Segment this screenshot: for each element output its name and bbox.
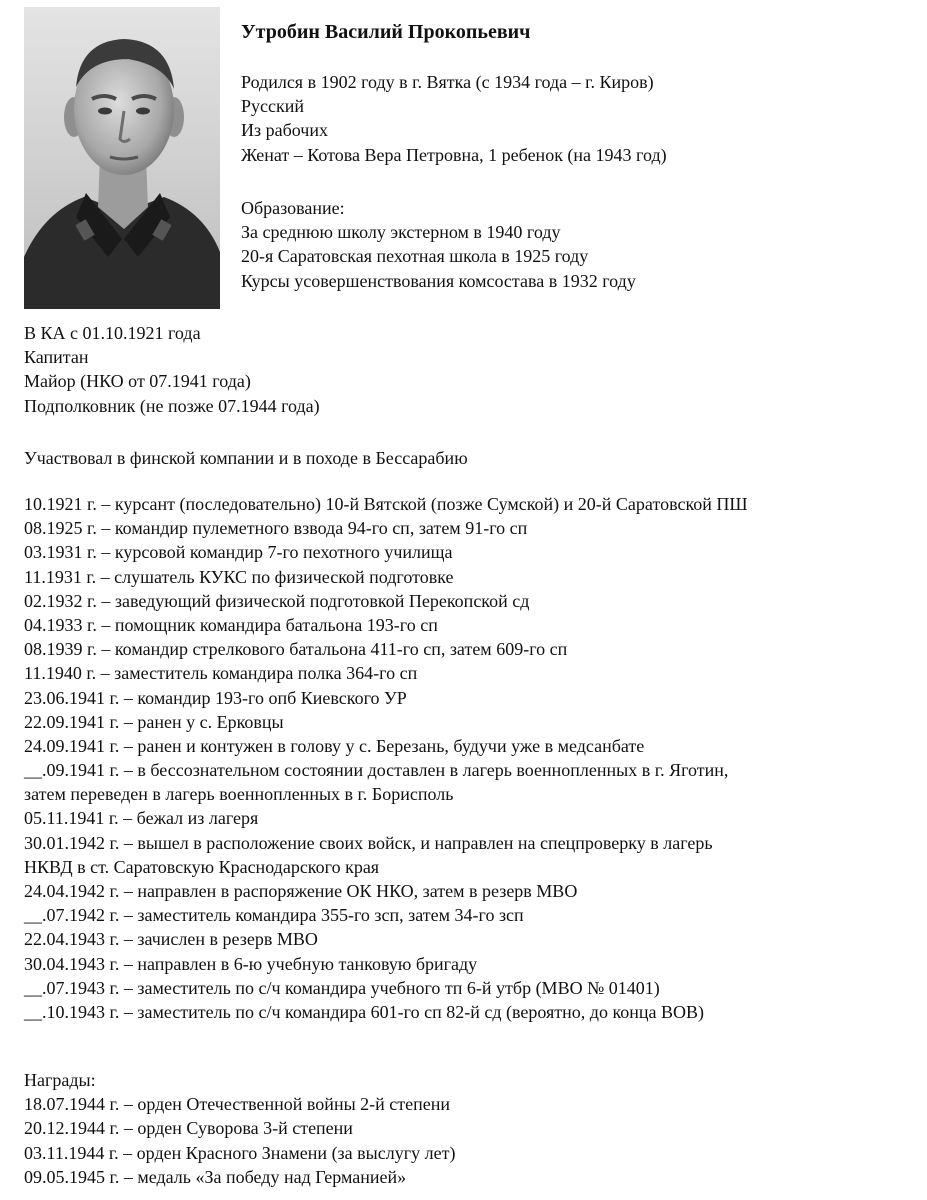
career-entry: 24.09.1941 г. – ранен и контужен в голову у с. Березань, будучи уже в медсанбате [24,735,645,756]
career-entry: 22.04.1943 г. – зачислен в резерв МВО [24,929,318,950]
portrait-photo [24,7,220,309]
education-item: 20-я Саратовская пехотная школа в 1925 году [241,246,589,267]
award-entry: 20.12.1944 г. – орден Суворова 3-й степени [24,1118,353,1139]
rank-line: Капитан [24,347,89,368]
birth-line: Родился в 1902 году в г. Вятка (с 1934 года – г. Киров) [241,72,654,92]
career-entry: 11.1931 г. – слушатель КУКС по физической подготовке [24,566,454,587]
education-item: Курсы усовершенствования комсостава в 1932 году [241,270,636,291]
career-entry-continuation: затем переведен в лагерь военнопленных в г. Борисполь [24,784,454,805]
campaign-line: Участвовал в финской компании и в походе в Бессарабию [24,448,468,468]
career-entry: 22.09.1941 г. – ранен у с. Ерковцы [24,711,284,732]
origin-line: Из рабочих [241,120,328,141]
career-entry: 24.04.1942 г. – направлен в распоряжение ОК НКО, затем в резерв МВО [24,881,578,901]
awards-section [24,1068,455,1189]
career-entry: 23.06.1941 г. – командир 193-го опб Киевского УР [24,687,407,708]
career-entry: 30.04.1943 г. – направлен в 6-ю учебную танковую бригаду [24,953,478,974]
career-entry: __.07.1943 г. – заместитель по с/ч командира учебного тп 6-й утбр (МВО № 01401) [24,977,660,998]
career-entry: __.07.1942 г. – заместитель командира 355-го зсп, затем 34-го зсп [24,905,524,926]
campaign-section [24,446,468,470]
education-item: За среднюю школу экстерном в 1940 году [241,222,561,243]
rank-line: Подполковник (не позже 07.1944 года) [24,395,320,416]
education-heading: Образование: [241,198,345,218]
award-entry: 18.07.1944 г. – орден Отечественной войны 2-й степени [24,1094,451,1115]
career-entry: 30.01.1942 г. – вышел в расположение своих войск, и направлен на спецпроверку в лагерь [24,832,713,853]
education-section [241,196,636,293]
career-entry: 04.1933 г. – помощник командира батальона 193-го сп [24,614,438,635]
person-name: Утробин Василий Прокопьевич [241,21,531,43]
career-entry: 03.1931 г. – курсовой командир 7-го пехотного училища [24,542,453,563]
nationality-line: Русский [241,96,304,117]
award-entry: 03.11.1944 г. – орден Красного Знамени (за выслугу лет) [24,1142,456,1163]
career-entry: 11.1940 г. – заместитель командира полка 364-го сп [24,663,418,684]
career-entry: __.10.1943 г. – заместитель по с/ч командира 601-го сп 82-й сд (вероятно, до конца ВОВ) [24,1001,705,1022]
award-entry: 09.05.1945 г. – медаль «За победу над Германией» [24,1166,407,1187]
career-entry: 05.11.1941 г. – бежал из лагеря [24,808,259,829]
career-entry: 10.1921 г. – курсант (последовательно) 10-й Вятской (позже Сумской) и 20-й Саратовской ПШ [24,494,748,514]
career-entry-continuation: НКВД в ст. Саратовскую Краснодарского края [24,856,380,877]
career-entry: 08.1939 г. – командир стрелкового батальона 411-го сп, затем 609-го сп [24,639,568,660]
career-entry: 02.1932 г. – заведующий физической подготовкой Перекопской сд [24,590,530,611]
rank-line: Майор (НКО от 07.1941 года) [24,371,251,392]
career-entry: 08.1925 г. – командир пулеметного взвода 94-го сп, затем 91-го сп [24,518,528,539]
awards-heading: Награды: [24,1070,96,1090]
career-entry: __.09.1941 г. – в бессознательном состоянии доставлен в лагерь военнопленных в г. Яготин, [24,760,729,781]
career-timeline [24,492,748,1024]
service-start-line: В КА с 01.10.1921 года [24,323,201,343]
service-section [24,321,320,418]
bio-section [241,70,667,167]
family-line: Женат – Котова Вера Петровна, 1 ребенок (на 1943 год) [241,144,667,165]
